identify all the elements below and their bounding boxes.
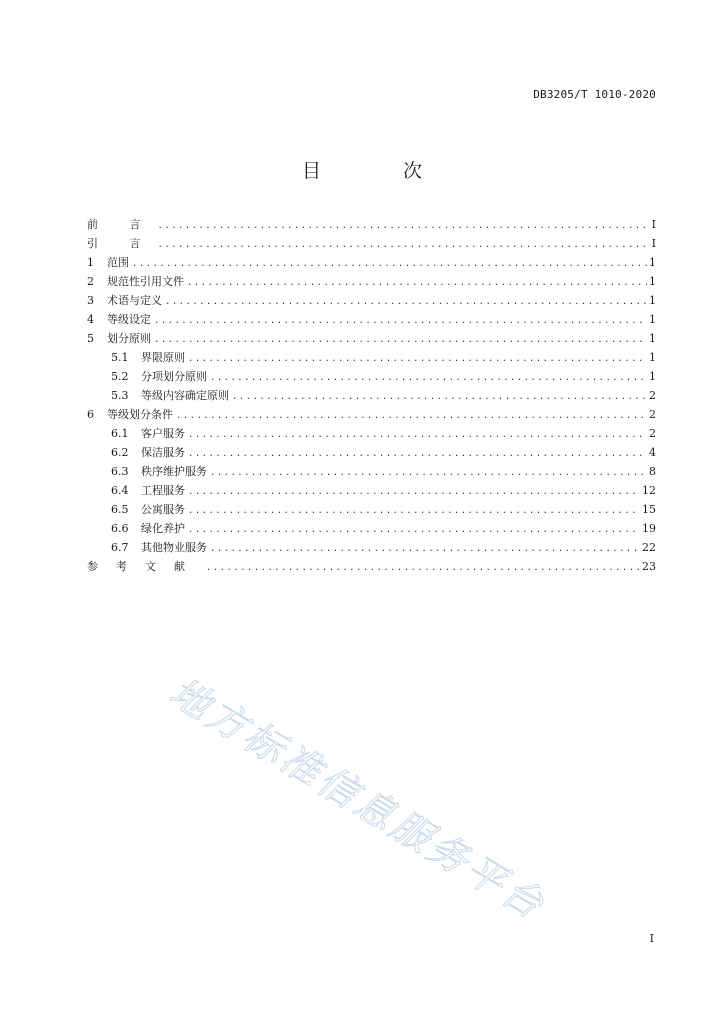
toc-entry-number: 6.5: [111, 503, 129, 516]
toc-dot-leader: [154, 312, 647, 331]
toc-entry[interactable]: [87, 291, 656, 310]
page-title: 目 次: [301, 160, 461, 182]
toc-entry[interactable]: [87, 234, 656, 253]
toc-entry[interactable]: [87, 424, 656, 443]
toc-entry[interactable]: [87, 557, 656, 576]
toc-entry-number: 1: [87, 256, 94, 269]
toc-entry-label: 等级划分条件: [107, 408, 173, 421]
toc-entry-label: 秩序维护服务: [141, 465, 207, 478]
toc-entry-number: 5: [87, 332, 94, 345]
toc-entry-page: 1: [649, 294, 656, 307]
toc-dot-leader: [188, 502, 640, 521]
toc-dot-leader: [132, 255, 647, 274]
toc-entry[interactable]: [87, 348, 656, 367]
toc-entry-page: 8: [649, 465, 656, 478]
toc-dot-leader: [158, 217, 649, 236]
toc-dot-leader: [188, 445, 647, 464]
toc-entry-label: 界限原则: [141, 351, 185, 364]
toc-entry-page: 23: [642, 560, 656, 573]
toc-entry[interactable]: [87, 519, 656, 538]
toc-entry-number: 5.2: [111, 370, 129, 383]
toc-entry[interactable]: [87, 272, 656, 291]
toc-entry-page: 22: [642, 541, 656, 554]
toc-entry[interactable]: [87, 462, 656, 481]
toc-dot-leader: [206, 559, 640, 578]
toc-entry-label: 分项划分原则: [141, 370, 207, 383]
toc-entry-number: 5.1: [111, 351, 129, 364]
toc-entry-page: I: [651, 237, 656, 250]
toc-entry-page: 12: [642, 484, 656, 497]
toc-dot-leader: [188, 521, 640, 540]
toc-entry[interactable]: [87, 405, 656, 424]
toc-entry-label: 等级内容确定原则: [141, 389, 229, 402]
toc-dot-leader: [210, 369, 647, 388]
toc-entry[interactable]: [87, 310, 656, 329]
toc-entry-label: 客户服务: [141, 427, 185, 440]
toc-entry-page: 2: [649, 408, 656, 421]
document-code: DB3205/T 1010-2020: [533, 88, 656, 101]
toc-dot-leader: [165, 293, 647, 312]
toc-entry-label: 绿化养护: [141, 522, 185, 535]
toc-entry-label: 划分原则: [107, 332, 151, 345]
toc-entry-number: 2: [87, 275, 94, 288]
toc-entry-label: 保洁服务: [141, 446, 185, 459]
toc-entry-page: 15: [642, 503, 656, 516]
toc-entry[interactable]: [87, 253, 656, 272]
toc-dot-leader: [187, 274, 647, 293]
toc-entry-label: 公寓服务: [141, 503, 185, 516]
toc-entry[interactable]: [87, 500, 656, 519]
table-of-contents: [87, 215, 656, 576]
toc-entry-number: 4: [87, 313, 94, 326]
toc-entry-page: 4: [649, 446, 656, 459]
toc-entry-number: 3: [87, 294, 94, 307]
toc-entry-label: 范围: [107, 256, 129, 269]
toc-dot-leader: [188, 350, 647, 369]
toc-entry[interactable]: [87, 481, 656, 500]
toc-entry-label: 工程服务: [141, 484, 185, 497]
page-number: I: [649, 932, 654, 945]
toc-entry-number: 5.3: [111, 389, 129, 402]
toc-entry-page: 1: [649, 370, 656, 383]
toc-dot-leader: [176, 407, 647, 426]
toc-entry-label: 参考文献: [87, 560, 203, 573]
toc-entry-label: 规范性引用文件: [107, 275, 184, 288]
toc-dot-leader: [232, 388, 647, 407]
toc-entry-page: 2: [649, 389, 656, 402]
toc-entry-number: 6.7: [111, 541, 129, 554]
toc-entry-page: 1: [649, 256, 656, 269]
toc-entry[interactable]: [87, 329, 656, 348]
toc-entry-number: 6.4: [111, 484, 129, 497]
toc-entry-number: 6.1: [111, 427, 129, 440]
toc-entry[interactable]: [87, 367, 656, 386]
toc-entry[interactable]: [87, 538, 656, 557]
toc-entry-number: 6.3: [111, 465, 129, 478]
toc-dot-leader: [210, 464, 647, 483]
toc-entry[interactable]: [87, 443, 656, 462]
toc-dot-leader: [210, 540, 640, 559]
toc-entry-page: 1: [649, 313, 656, 326]
toc-entry-label: 引 言: [87, 237, 155, 250]
toc-entry[interactable]: [87, 386, 656, 405]
toc-entry-number: 6: [87, 408, 94, 421]
toc-entry-page: 1: [649, 275, 656, 288]
toc-entry-number: 6.2: [111, 446, 129, 459]
toc-entry-page: 1: [649, 351, 656, 364]
toc-dot-leader: [158, 236, 649, 255]
toc-dot-leader: [188, 426, 647, 445]
toc-entry-label: 等级设定: [107, 313, 151, 326]
toc-entry-label: 术语与定义: [107, 294, 162, 307]
toc-entry[interactable]: [87, 215, 656, 234]
toc-entry-page: I: [651, 218, 656, 231]
toc-entry-page: 1: [649, 332, 656, 345]
watermark: 地方标准信息服务平台: [161, 669, 554, 930]
toc-entry-page: 19: [642, 522, 656, 535]
toc-dot-leader: [188, 483, 640, 502]
toc-entry-label: 其他物业服务: [141, 541, 207, 554]
toc-entry-number: 6.6: [111, 522, 129, 535]
toc-entry-label: 前 言: [87, 218, 155, 231]
toc-entry-page: 2: [649, 427, 656, 440]
toc-dot-leader: [154, 331, 647, 350]
